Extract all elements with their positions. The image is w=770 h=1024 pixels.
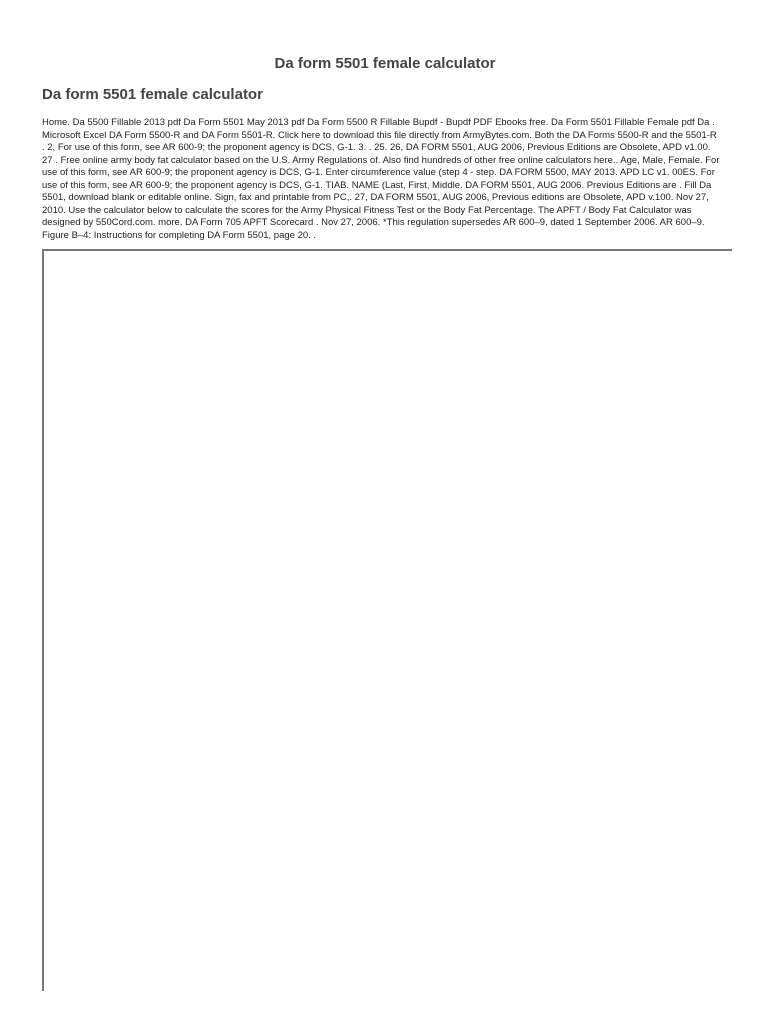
body-paragraph: Home. Da 5500 Fillable 2013 pdf Da Form 5501 May 2013 pdf Da Form 5500 R Fillable Bupdf - Bupdf PDF Ebooks free. Da Form 5501 Fillable Female pdf Da . Microsoft Excel DA Form 5500-R and DA Form 5501-R. Click here to download this file directly from ArmyBytes.com. Both the DA Forms 5500-R and the 5501-R . 2, For use of this form, see AR 600-9; the proponent agency is DCS, G-1. 3. . 25. 26, DA FORM 5501, AUG 2006, Previous Editions are Obsolete, APD v1.00. 27 . Free online army body fat calculator based on the U.S. Army Regulations of. Also find hundreds of other free online calculators here.. Age, Male, Female. For use of this form, see AR 600-9; the proponent agency is DCS, G-1. Enter circumference value (step 4 - step. DA FORM 5500, MAY 2013. APD LC v1. 00ES. For use of this form, see AR 600-9; the proponent agency is DCS, G-1. TIAB. NAME (Last, First, Middle. DA FORM 5501, AUG 2006. Previous Editions are . Fill Da 5501, download blank or editable online. Sign, fax and printable from PC,. 27, DA FORM 5501, AUG 2006, Previous editions are Obsolete, APD v.100. Nov 27, 2010. Use the calculator below to calculate the scores for the Army Physical Fitness Test or the Body Fat Percentage. The APFT / Body Fat Calculator was designed by 550Cord.com. more. DA Form 705 APFT Scorecard . Nov 27, 2006. *This regulation supersedes AR 600–9, dated 1 September 2006. AR 600–9. Figure B–4: Instructions for completing DA Form 5501, page 20. . — [42, 117, 720, 241]
section-heading: Da form 5501 female calculator — [42, 86, 263, 103]
frame-top-border — [42, 249, 732, 251]
page-title: Da form 5501 female calculator — [274, 55, 496, 72]
frame-left-border — [42, 249, 44, 991]
